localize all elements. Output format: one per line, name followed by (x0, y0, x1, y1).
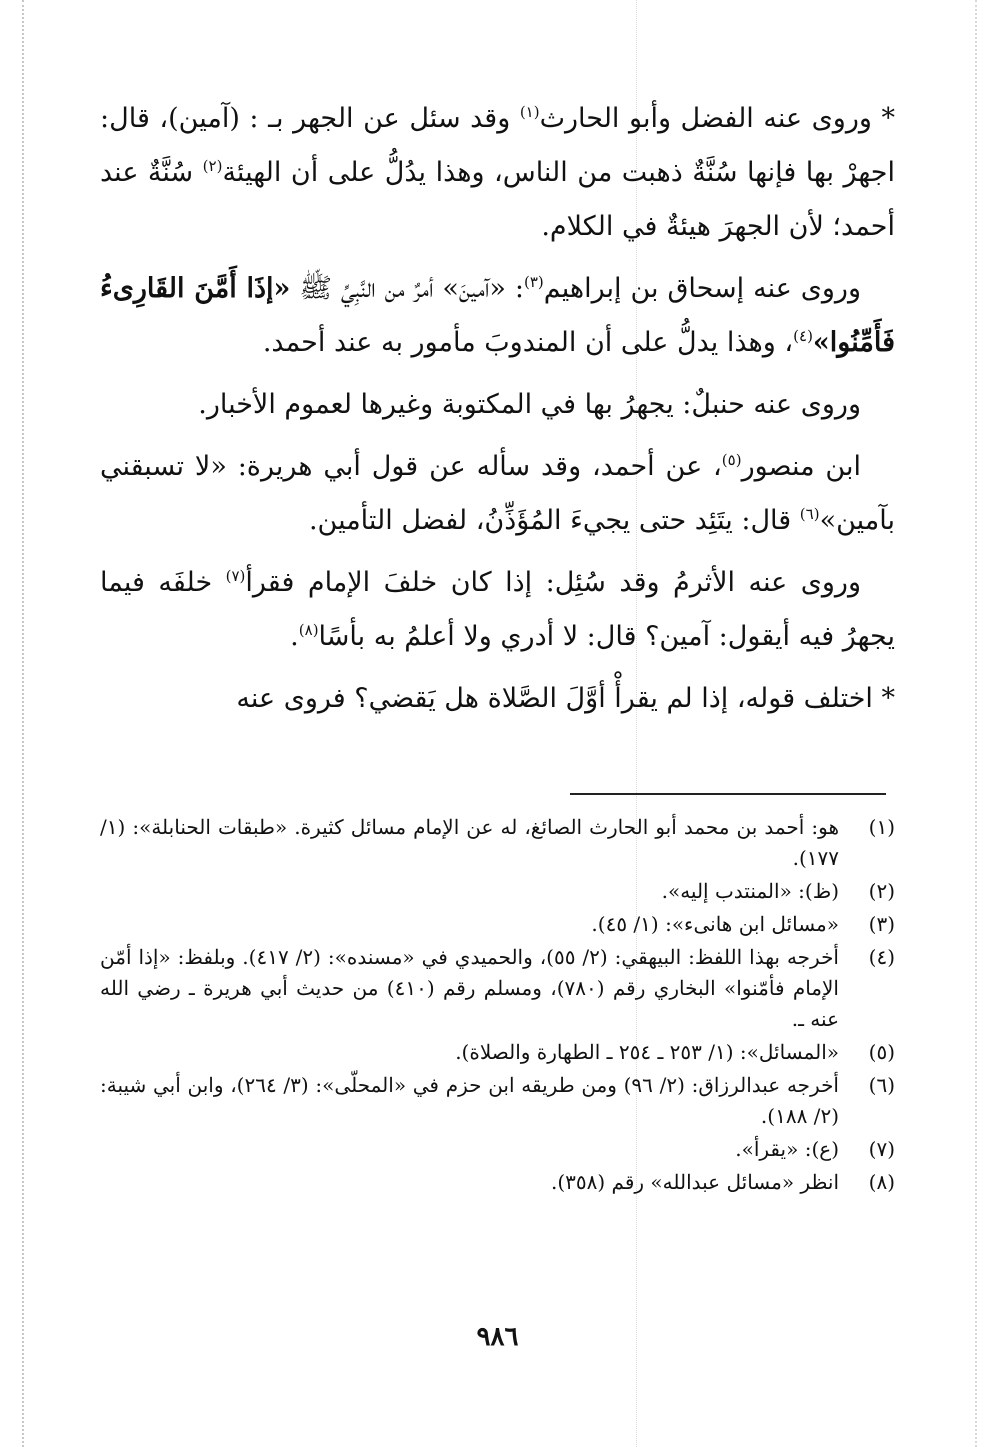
footnote-ref-1: (١) (519, 103, 540, 121)
footnote-item (100, 1070, 895, 1132)
footnote-ref-3: (٣) (523, 273, 544, 291)
footnote-text: «مسائل ابن هانىء»: (١/ ٤٥). (591, 912, 839, 936)
paragraph-2: وروى عنه إسحاق بن إبراهيم$^{(٣)}$: «آمينَ» أمرٌ من النَّبِيِّ ﷺ «إذَا أَمَّنَ القَارِىءُ فَأَمِّنُوا»$^{(٤)}$، وهذا يدلُّ على أن المندوبَ مأمور به عند أحمد. (100, 273, 895, 358)
footnote-text: أخرجه عبدالرزاق: (٢/ ٩٦) ومن طريقه ابن حزم في «المحلّى»: (٣/ ٢٦٤)، وابن أبي شيبة: (٢/ ١٨٨). (100, 1073, 839, 1128)
footnote-separator (570, 793, 886, 795)
footnote-number: (١) (868, 815, 895, 839)
footnote-number: (٤) (868, 945, 895, 969)
paragraph-3: وروى عنه حنبلٌ: يجهرُ بها في المكتوبة وغيرها لعموم الأخبار. (198, 389, 861, 420)
scan-edge-left (22, 0, 24, 1447)
footnote-text: (ظ): «المنتدب إليه». (661, 879, 839, 903)
footnote-number: (٣) (868, 912, 895, 936)
footnote-item (100, 909, 895, 940)
footnote-ref-2: (٢) (202, 157, 223, 175)
footnote-number: (٨) (868, 1170, 895, 1194)
paragraph-5: وروى عنه الأثرمُ وقد سُئِل: إذا كان خلفَ الإمام فقرأ$^{(٧)}$ خلفَه فيما يجهرُ فيه أيقول: آمين؟ قال: لا أدري ولا أعلمُ به بأسًا$^{(٨)}$. (100, 567, 895, 652)
footnote-item (100, 1167, 895, 1198)
footnote-number: (٥) (868, 1040, 895, 1064)
footnote-number: (٢) (868, 879, 895, 903)
footnote-item (100, 1134, 895, 1165)
main-text (100, 92, 895, 734)
footnote-text: انظر «مسائل عبدالله» رقم (٣٥٨). (550, 1170, 839, 1194)
page-number: ٩٨٦ (476, 1322, 519, 1352)
footnote-item (100, 1037, 895, 1068)
footnote-text: أخرجه بهذا اللفظ: البيهقي: (٢/ ٥٥)، والحميدي في «مسنده»: (٢/ ٤١٧). وبلفظ: «إذا أمّن الإمام فأمّنوا» البخاري رقم (٧٨٠)، ومسلم رقم (٤١٠) من حديث أبي هريرة ـ رضي الله عنه ـ. (100, 945, 839, 1031)
hadith-quote: «إذَا أَمَّنَ القَارِىءُ فَأَمِّنُوا» (100, 273, 895, 358)
footnote-text: هو: أحمد بن محمد أبو الحارث الصائغ، له عن الإمام مسائل كثيرة. «طبقات الحنابلة»: (١/ ١٧٧). (100, 815, 839, 870)
paragraph-4: ابن منصور$^{(٥)}$، عن أحمد، وقد سأله عن قول أبي هريرة: «لا تسبقني بآمين»$^{(٦)}$ قال: يتَئِد حتى يجيءَ المُؤَذِّنُ، لفضل التأمين. (100, 451, 895, 536)
footnotes (100, 812, 895, 1200)
paragraph-6: * اختلف قوله، إذا لم يقرأْ أوَّلَ الصَّلاة هل يَقضي؟ فروى عنه (236, 683, 895, 714)
footnote-item (100, 942, 895, 1035)
footnote-ref-7: (٧) (225, 567, 246, 585)
footnote-number: (٦) (868, 1073, 895, 1097)
paragraph-1: * ورو‌ى عنه الفضل وأبو الحارث$^{(١)}$ وقد سئل عن الجهر بـ : (آمين)، قال: اجهرْ بها فإنها سُنَّةٌ ذهبت من الناس، وهذا يدُلُّ على أن الهيئة$^{(٢)}$ سُنَّةٌ عند أحمد؛ لأن الجهرَ هيئةٌ في الكلام. (100, 103, 895, 242)
footnote-number: (٧) (868, 1137, 895, 1161)
footnote-ref-4: (٤) (793, 327, 813, 345)
footnote-ref-6: (٦) (799, 505, 820, 523)
footnote-item (100, 812, 895, 874)
footnote-text: (ع): «يقرأ». (735, 1137, 839, 1161)
footnote-ref-8: (٨) (298, 621, 319, 639)
footnote-text: «المسائل»: (١/ ٢٥٣ ـ ٢٥٤ ـ الطهارة والصلاة). (455, 1040, 839, 1064)
footnote-ref-5: (٥) (721, 451, 742, 469)
scan-edge-right (975, 0, 977, 1447)
footnote-item (100, 876, 895, 907)
